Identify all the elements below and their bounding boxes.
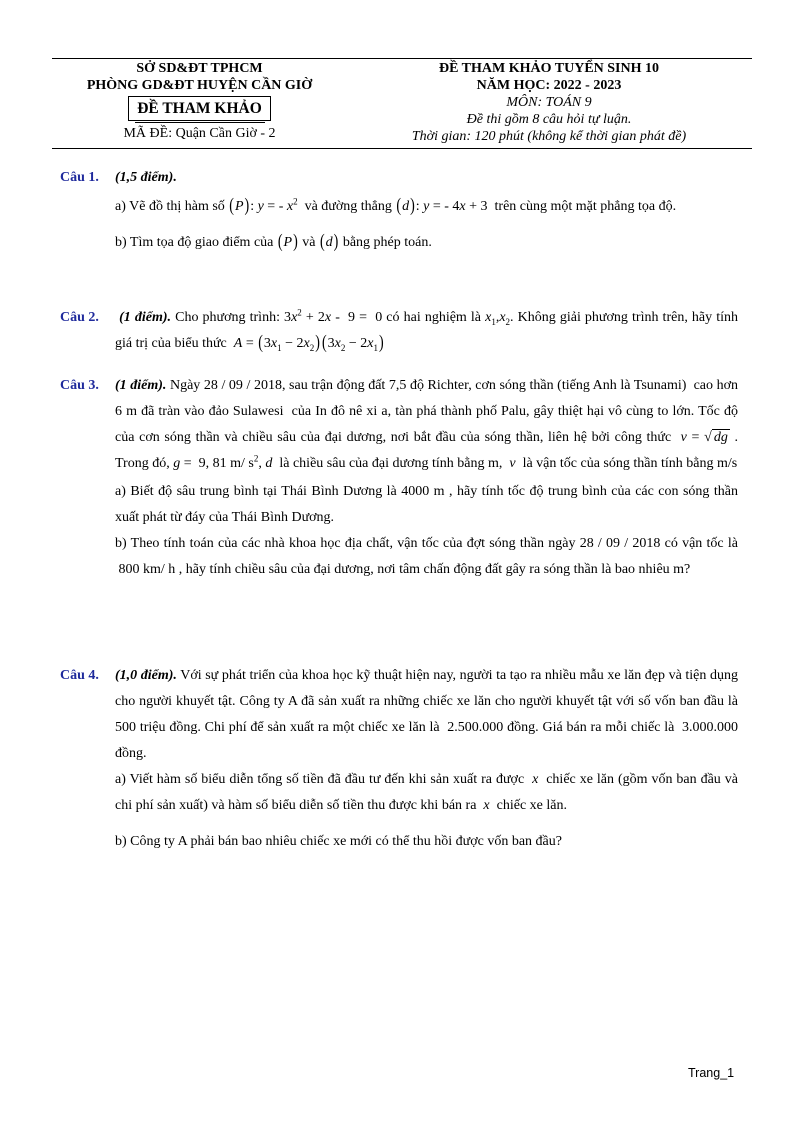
question-2-label: Câu 2.: [60, 310, 99, 325]
question-3-text: (1 điểm). Ngày 28 / 09 / 2018, sau trận động đất 7,5 độ Richter, cơn sóng thần (tiếng Anh là Tsunami) cao hơn 6 m đã tràn vào đảo Sulawesi của In đô nê xi a, tàn phá thành phố Palu, gây thiệt hại vô cùng to lớn. Tốc độ của cơn sóng thần và chiều sâu của đại dương, nơi bắt đầu của sóng thần, liên hệ bởi công thức v = √ dg . Trong đó, g = 9, 81 m/ $s^2$, d là chiều sâu của đại dương tính bằng m, v là vận tốc của sóng thần tính bằng m/s a) Biết độ sâu trung bình tại Thái Bình Dương là 4000 m , hãy tính tốc độ trung bình của các con sóng thần xuất phát từ đáy của Thái Bình Dương. b) Theo tính toán của các nhà khoa học địa chất, vận tốc của đợt sóng thần ngày 28 / 09 / 2018 có vận tốc là 800 km/ h , hãy tính chiều sâu của đại dương, nơi tâm chấn động đất gây ra sóng thần là bao nhiêu m?: [115, 373, 738, 583]
question-1: [60, 165, 738, 256]
question-3a: a) Biết độ sâu trung bình tại Thái Bình Dương là 4000 m , hãy tính tốc độ trung bình của các con sóng thần xuất phát từ đáy của Thái Bình Dương.: [115, 484, 738, 525]
question-4a: a) Viết hàm số biểu diễn tổng số tiền đã đầu tư đến khi sản xuất ra được x chiếc xe lăn (gồm vốn ban đầu và chi phí sản xuất) và hàm số biểu diễn số tiền thu được khi bán ra x chiếc xe lăn.: [115, 772, 738, 813]
question-1a: a) Vẽ đồ thị hàm số (P): y = - $x^2$ và đường thẳng (d): y = - 4x + 3 trên cùng một mặt phẳng tọa độ.: [115, 196, 677, 217]
subject: MÔN: TOÁN 9: [506, 95, 592, 110]
question-2: [60, 305, 738, 357]
question-3: [60, 373, 738, 583]
question-4-text: (1,0 điểm). Với sự phát triển của khoa học kỹ thuật hiện nay, người ta tạo ra nhiều mẫu xe lăn đẹp và tiện dụng cho người khuyết tật. Công ty A đã sản xuất ra những chiếc xe lăn cho người khuyết tật với số vốn ban đầu là 500 triệu đồng. Chi phí để sản xuất ra một chiếc xe lăn là 2.500.000 đồng. Giá bán ra mỗi chiếc là 3.000.000 đồng. a) Viết hàm số biểu diễn tổng số tiền đã đầu tư đến khi sản xuất ra được x chiếc xe lăn (gồm vốn ban đầu và chi phí sản xuất) và hàm số biểu diễn số tiền thu được khi bán ra x chiếc xe lăn. b) Công ty A phải bán bao nhiêu chiếc xe mới có thể thu hồi được vốn ban đầu?: [115, 663, 738, 855]
header-left: [52, 60, 347, 143]
question-4-points: (1,0 điểm).: [115, 668, 177, 683]
exam-code: MÃ ĐỀ: Quận Cần Giờ - 2: [123, 126, 276, 141]
question-4b: b) Công ty A phải bán bao nhiêu chiếc xe mới có thể thu hồi được vốn ban đầu?: [115, 834, 562, 849]
page-number: Trang_1: [688, 1066, 735, 1080]
exam-duration: Thời gian: 120 phút (không kể thời gian phát đề): [411, 129, 687, 144]
question-1-points: (1,5 điểm).: [115, 170, 177, 185]
department-name: SỞ SD&ĐT TPHCM: [136, 61, 263, 76]
question-3b: b) Theo tính toán của các nhà khoa học địa chất, vận tốc của đợt sóng thần ngày 28 / 09 / 2018 có vận tốc là 800 km/ h , hãy tính chiều sâu của đại dương, nơi tâm chấn động đất gây ra sóng thần là bao nhiêu m?: [115, 536, 738, 577]
header-top-rule: [52, 58, 752, 59]
box-underline: [135, 122, 265, 123]
reference-exam-box: ĐỀ THAM KHẢO: [128, 96, 271, 121]
question-2-text: (1 điểm). Cho phương trình: $3x^2 + 2x - 9 = 0$ có hai nghiệm là $x_1,x_2$. Không giải phương trình trên, hãy tính giá trị của biểu thức $A = (3x_1 - 2x_2) (3x_2 - 2x_1)$: [115, 307, 738, 354]
exam-title: ĐỀ THAM KHẢO TUYỂN SINH 10: [438, 61, 659, 76]
question-1-label: Câu 1.: [60, 170, 99, 185]
school-year: NĂM HỌC: 2022 - 2023: [476, 78, 622, 93]
question-2-points: (1 điểm).: [119, 310, 172, 325]
header-right: [373, 60, 725, 145]
exam-format: Đề thi gồm 8 câu hỏi tự luận.: [466, 112, 632, 127]
district-office-name: PHÒNG GD&ĐT HUYỆN CẦN GIỜ: [86, 78, 313, 93]
question-4: [60, 663, 738, 855]
question-4-label: Câu 4.: [60, 668, 99, 683]
question-3-label: Câu 3.: [60, 378, 99, 393]
question-3-points: (1 điểm).: [115, 378, 167, 393]
header-bottom-rule: [52, 148, 752, 149]
question-1b: b) Tìm tọa độ giao điểm của (P) và (d) bằng phép toán.: [115, 232, 432, 253]
